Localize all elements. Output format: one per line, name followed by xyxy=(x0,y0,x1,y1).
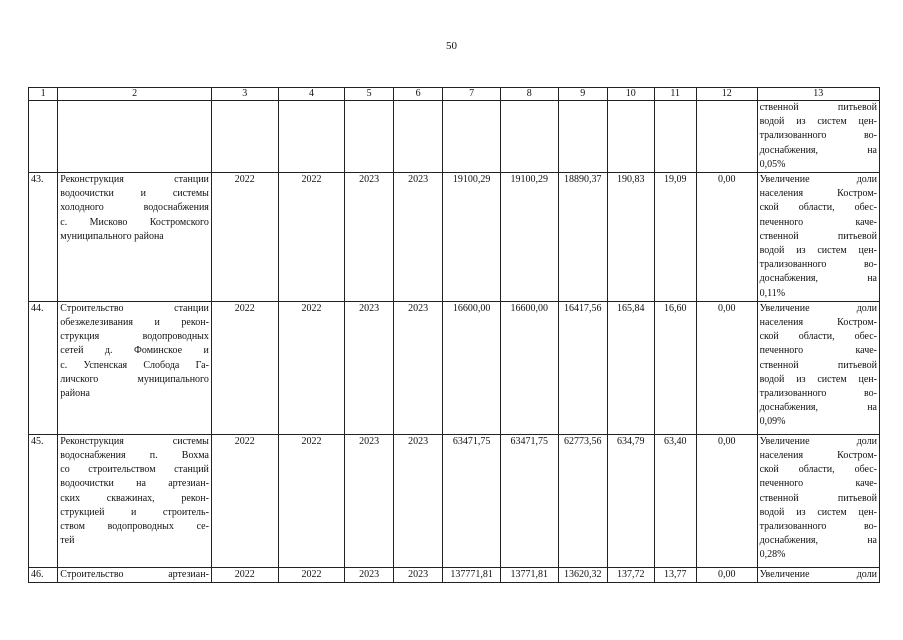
row-index: 46. xyxy=(29,567,58,582)
name-line: водоснабжения п. Вохма xyxy=(60,450,209,462)
project-name-cell xyxy=(58,301,212,434)
amount-cell: 0,00 xyxy=(696,173,757,302)
name-line: водоочистки и системы xyxy=(60,188,209,200)
name-line: со строительством станций xyxy=(60,464,209,476)
amount-cell: 13,77 xyxy=(654,567,696,582)
amount-cell: 190,83 xyxy=(608,173,654,302)
result-line: ской области, обес- xyxy=(759,464,877,476)
result-line: 0,05% xyxy=(759,158,786,170)
result-line: населения Костром- xyxy=(759,317,877,329)
amount-cell: 16417,56 xyxy=(558,301,608,434)
table-row xyxy=(29,567,880,582)
result-cell xyxy=(757,434,879,567)
cell-empty xyxy=(211,101,278,173)
amount-cell: 62773,56 xyxy=(558,434,608,567)
result-line: трализованного во- xyxy=(759,388,877,400)
header-cell: 10 xyxy=(608,88,654,101)
year-cell: 2022 xyxy=(278,301,345,434)
result-line: Увеличение доли xyxy=(759,174,877,186)
amount-cell: 16600,00 xyxy=(500,301,558,434)
result-line: печенного каче- xyxy=(759,478,877,490)
cell-empty xyxy=(443,101,501,173)
result-line: ской области, обес- xyxy=(759,202,877,214)
amount-cell: 18890,37 xyxy=(558,173,608,302)
result-line: трализованного во- xyxy=(759,521,877,533)
cell-empty xyxy=(696,101,757,173)
amount-cell: 19,09 xyxy=(654,173,696,302)
header-cell: 9 xyxy=(558,88,608,101)
name-line: Реконструкция станции xyxy=(60,174,209,186)
amount-cell: 63471,75 xyxy=(443,434,501,567)
header-cell: 3 xyxy=(211,88,278,101)
cell-empty xyxy=(393,101,443,173)
table-row xyxy=(29,301,880,434)
result-line: Увеличение доли xyxy=(759,302,877,314)
result-cell xyxy=(757,173,879,302)
name-line: Строительство артезиан- xyxy=(60,568,209,580)
result-line: населения Костром- xyxy=(759,450,877,462)
result-line: ской области, обес- xyxy=(759,331,877,343)
result-line: водой из систем цен- xyxy=(759,373,877,385)
name-line: сетей д. Фоминское и xyxy=(60,345,209,357)
name-line: струкцией и строитель- xyxy=(60,506,209,518)
name-line: холодного водоснабжения xyxy=(60,202,209,214)
header-cell: 6 xyxy=(393,88,443,101)
row-index: 44. xyxy=(29,301,58,434)
year-cell: 2023 xyxy=(345,173,394,302)
result-line: доснабжения, на xyxy=(759,402,877,414)
table-row xyxy=(29,434,880,567)
table-row xyxy=(29,173,880,302)
name-line: ских скважинах, рекон- xyxy=(60,492,209,504)
amount-cell: 634,79 xyxy=(608,434,654,567)
name-line: водоочистки на артезиан- xyxy=(60,478,209,490)
amount-cell: 0,00 xyxy=(696,567,757,582)
result-line: 0,09% xyxy=(759,416,786,428)
result-line: доснабжения, на xyxy=(759,273,877,285)
cell-empty xyxy=(29,101,58,173)
year-cell: 2022 xyxy=(211,434,278,567)
result-line: населения Костром- xyxy=(759,188,877,200)
amount-cell: 13620,32 xyxy=(558,567,608,582)
name-line: обезжелезивания и рекон- xyxy=(60,317,209,329)
header-row xyxy=(29,88,880,101)
header-cell: 11 xyxy=(654,88,696,101)
year-cell: 2023 xyxy=(345,434,394,567)
result-line: 0,11% xyxy=(759,287,786,299)
year-cell: 2022 xyxy=(278,567,345,582)
page-number: 50 xyxy=(446,40,457,52)
result-line: водой из систем цен- xyxy=(759,116,877,128)
row-index: 43. xyxy=(29,173,58,302)
name-line: личского муниципального xyxy=(60,373,209,385)
name-line: с. Успенская Слобода Га- xyxy=(60,359,209,371)
year-cell: 2023 xyxy=(393,567,443,582)
year-cell: 2022 xyxy=(278,434,345,567)
result-line: Увеличение доли xyxy=(759,568,877,580)
amount-cell: 63,40 xyxy=(654,434,696,567)
year-cell: 2023 xyxy=(393,301,443,434)
year-cell: 2023 xyxy=(393,434,443,567)
cell-empty xyxy=(654,101,696,173)
amount-cell: 137,72 xyxy=(608,567,654,582)
amount-cell: 19100,29 xyxy=(443,173,501,302)
header-cell: 12 xyxy=(696,88,757,101)
name-line: с. Мисково Костромского xyxy=(60,216,209,228)
amount-cell: 0,00 xyxy=(696,434,757,567)
year-cell: 2023 xyxy=(345,567,394,582)
row-index: 45. xyxy=(29,434,58,567)
year-cell: 2023 xyxy=(393,173,443,302)
header-cell: 4 xyxy=(278,88,345,101)
name-line: струкция водопроводных xyxy=(60,331,209,343)
result-line: ственной питьевой xyxy=(759,102,877,113)
project-name-cell xyxy=(58,173,212,302)
header-cell: 13 xyxy=(757,88,879,101)
result-cell xyxy=(757,567,879,582)
result-line: печенного каче- xyxy=(759,216,877,228)
cell-empty xyxy=(345,101,394,173)
header-cell: 1 xyxy=(29,88,58,101)
amount-cell: 19100,29 xyxy=(500,173,558,302)
name-line: ством водопроводных се- xyxy=(60,521,209,533)
result-cell xyxy=(757,101,879,173)
amount-cell: 16,60 xyxy=(654,301,696,434)
result-line: ственной питьевой xyxy=(759,359,877,371)
name-line: Реконструкция системы xyxy=(60,435,209,447)
result-line: трализованного во- xyxy=(759,259,877,271)
result-line: ственной питьевой xyxy=(759,492,877,504)
result-line: печенного каче- xyxy=(759,345,877,357)
year-cell: 2022 xyxy=(211,173,278,302)
result-line: доснабжения, на xyxy=(759,144,877,156)
name-line: Строительство станции xyxy=(60,302,209,314)
amount-cell: 16600,00 xyxy=(443,301,501,434)
name-line: района xyxy=(60,388,90,400)
amount-cell: 13771,81 xyxy=(500,567,558,582)
amount-cell: 63471,75 xyxy=(500,434,558,567)
result-line: водой из систем цен- xyxy=(759,245,877,257)
program-table xyxy=(28,87,880,583)
name-line: тей xyxy=(60,535,75,547)
table-row-continuation xyxy=(29,101,880,173)
header-cell: 5 xyxy=(345,88,394,101)
cell-empty xyxy=(500,101,558,173)
header-cell: 7 xyxy=(443,88,501,101)
header-cell: 2 xyxy=(58,88,212,101)
year-cell: 2023 xyxy=(345,301,394,434)
result-line: трализованного во- xyxy=(759,130,877,142)
result-line: 0,28% xyxy=(759,549,786,561)
year-cell: 2022 xyxy=(278,173,345,302)
result-cell xyxy=(757,301,879,434)
project-name-cell xyxy=(58,434,212,567)
amount-cell: 0,00 xyxy=(696,301,757,434)
amount-cell: 137771,81 xyxy=(443,567,501,582)
result-line: Увеличение доли xyxy=(759,435,877,447)
result-line: водой из систем цен- xyxy=(759,506,877,518)
cell-empty xyxy=(608,101,654,173)
year-cell: 2022 xyxy=(211,301,278,434)
cell-empty xyxy=(58,101,212,173)
name-line: муниципального района xyxy=(60,230,164,242)
cell-empty xyxy=(558,101,608,173)
year-cell: 2022 xyxy=(211,567,278,582)
header-cell: 8 xyxy=(500,88,558,101)
project-name-cell xyxy=(58,567,212,582)
result-line: ственной питьевой xyxy=(759,230,877,242)
amount-cell: 165,84 xyxy=(608,301,654,434)
cell-empty xyxy=(278,101,345,173)
result-line: доснабжения, на xyxy=(759,535,877,547)
